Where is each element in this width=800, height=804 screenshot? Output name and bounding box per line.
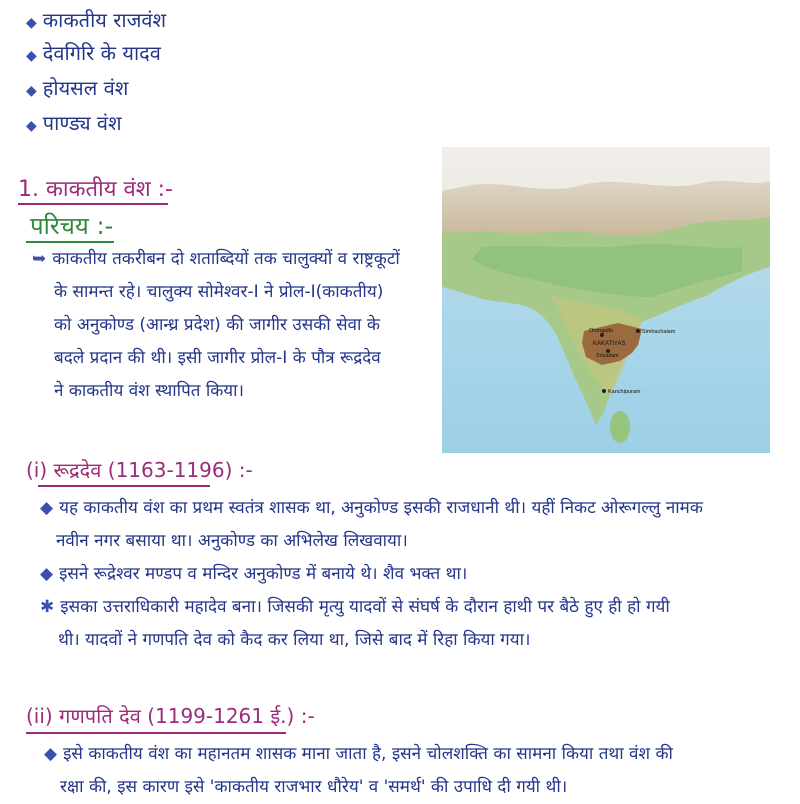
rudradeva-line: ◆ इसने रूद्रेश्वर मण्डप व मन्दिर अनुकोण्ड में बनाये थे। शैव भक्त था।: [40, 564, 468, 584]
diamond-bullet-icon: ◆: [44, 744, 58, 764]
list-item: ◆ काकतीय राजवंश: [26, 8, 167, 32]
diamond-bullet-icon: ◆: [40, 498, 54, 518]
arrow-pointer-icon: ➥: [32, 249, 47, 269]
intro-paragraph: [32, 243, 400, 408]
intro-line: ने काकतीय वंश स्थापित किया।: [54, 381, 244, 401]
intro-line: को अनुकोण्ड (आन्ध्र प्रदेश) की जागीर उसकी सेवा के: [54, 315, 380, 335]
diamond-bullet-icon: ◆: [26, 48, 37, 64]
list-item: ◆ होयसल वंश: [26, 76, 129, 100]
rudradeva-heading: (i) रूद्रदेव (1163-1196) :-: [26, 458, 253, 482]
map-label-simhachalam: Simhachalam: [642, 329, 676, 335]
asterisk-icon: ✱: [40, 597, 55, 617]
intro-line: के सामन्त रहे। चालुक्य सोमेश्वर-I ने प्रोल-I(काकतीय): [54, 282, 384, 302]
diamond-bullet-icon: ◆: [26, 118, 37, 134]
rudradeva-heading-underline: [38, 485, 210, 487]
list-item: ◆ पाण्ड्य वंश: [26, 111, 122, 135]
ganapati-heading-underline: [26, 732, 286, 734]
ganapati-heading: (ii) गणपति देव (1199-1261 ई.) :-: [26, 704, 315, 728]
intro-heading: परिचय :-: [30, 212, 114, 240]
rudradeva-line: नवीन नगर बसाया था। अनुकोण्ड का अभिलेख लिखवाया।: [56, 531, 408, 551]
map-label-orugallu: Orungallu: [589, 328, 613, 334]
rudradeva-paragraph: [40, 492, 703, 657]
diamond-bullet-icon: ◆: [26, 83, 37, 99]
map-graphic: [442, 147, 770, 453]
diamond-bullet-icon: ◆: [26, 15, 37, 31]
ganapati-line: रक्षा की, इस कारण इसे 'काकतीय राजभार धौरेय' व 'समर्थ' की उपाधि दी गयी थी।: [60, 777, 568, 797]
ganapati-paragraph: [44, 738, 673, 804]
map-label-srisailam: Srisailam: [596, 353, 619, 359]
intro-line: ➥ काकतीय तकरीबन दो शताब्दियों तक चालुक्यों व राष्ट्रकूटों: [32, 249, 400, 269]
list-item: ◆ देवगिरि के यादव: [26, 41, 161, 65]
rudradeva-line: ✱ इसका उत्तराधिकारी महादेव बना। जिसकी मृत्यु यादवों से संघर्ष के दौरान हाथी पर बैठे हुए ही हो गयी: [40, 597, 670, 617]
ganapati-line: ◆ इसे काकतीय वंश का महानतम शासक माना जाता है, इसने चोलशक्ति का सामना किया तथा वंश की: [44, 744, 673, 764]
section-title: 1. काकतीय वंश :-: [18, 177, 174, 202]
section-title-underline: [18, 203, 168, 205]
kakatiya-map: [442, 147, 770, 453]
map-label-kanchipuram: Kanchipuram: [608, 389, 641, 395]
diamond-bullet-icon: ◆: [40, 564, 54, 584]
intro-line: बदले प्रदान की थी। इसी जागीर प्रोल-I के पौत्र रूद्रदेव: [54, 348, 381, 368]
rudradeva-line: थी। यादवों ने गणपति देव को कैद कर लिया था, जिसे बाद में रिहा किया गया।: [58, 630, 531, 650]
rudradeva-line: ◆ यह काकतीय वंश का प्रथम स्वतंत्र शासक था, अनुकोण्ड इसकी राजधानी थी। यहीं निकट ओरूगल्लु नामक: [40, 498, 703, 518]
map-label-kakatiyas: KAKATIYAS: [593, 341, 626, 347]
